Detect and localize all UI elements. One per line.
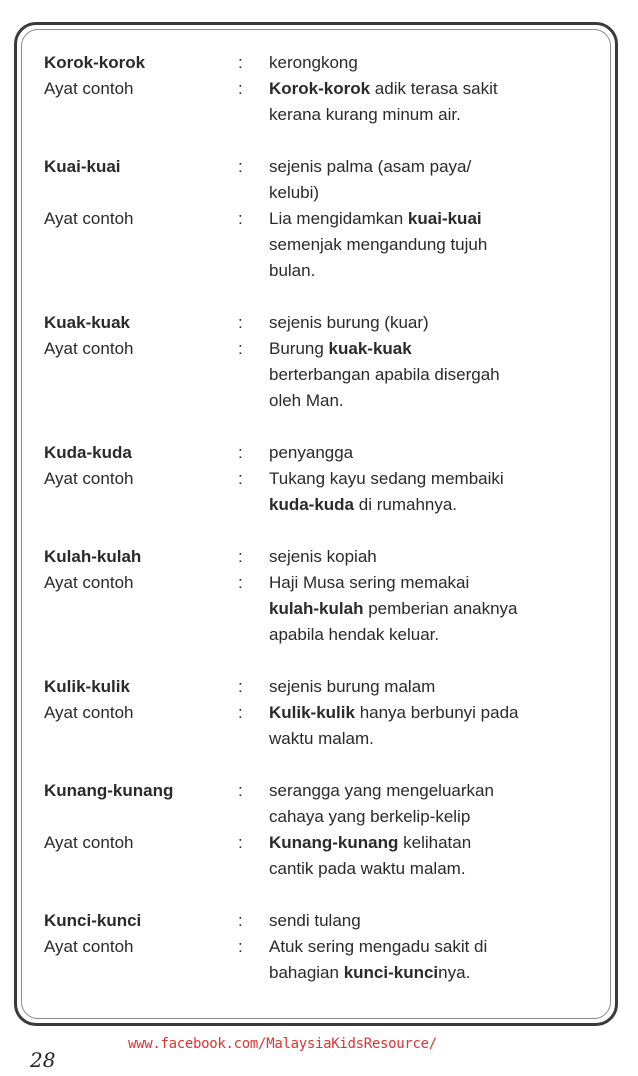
dictionary-entry: [44, 50, 604, 128]
highlighted-word: Kunang-kunang: [269, 833, 399, 852]
example-line: [44, 596, 604, 622]
text-run: cantik pada waktu malam.: [269, 859, 466, 878]
text-run: Burung: [269, 339, 329, 358]
example-line: [44, 856, 604, 882]
colon-spacer: [234, 180, 269, 206]
example-label: Ayat contoh: [44, 573, 134, 592]
text-run: pemberian anaknya: [363, 599, 518, 618]
entry-word: Kulik-kulik: [44, 677, 130, 696]
example-text: [269, 336, 599, 362]
example-line: [44, 258, 604, 284]
example-text: [269, 362, 599, 388]
example-text: [269, 596, 599, 622]
colon-spacer: [234, 102, 269, 128]
text-run: semenjak mengandung tujuh: [269, 235, 488, 254]
meaning-line: [44, 154, 604, 180]
page-number: 28: [30, 1048, 56, 1072]
term-spacer: [44, 856, 234, 882]
term-spacer: [44, 804, 234, 830]
colon-separator: :: [238, 79, 243, 98]
example-line: [44, 960, 604, 986]
colon-separator: :: [238, 833, 243, 852]
text-run: kerana kurang minum air.: [269, 105, 461, 124]
example-line: [44, 206, 604, 232]
colon-separator: :: [238, 781, 243, 800]
example-label: Ayat contoh: [44, 469, 134, 488]
meaning-text: cahaya yang berkelip-kelip: [269, 807, 471, 826]
example-text: [269, 830, 599, 856]
example-line: [44, 492, 604, 518]
example-text: [269, 856, 599, 882]
meaning-line: [44, 310, 604, 336]
meaning-line: [44, 544, 604, 570]
example-line: [44, 336, 604, 362]
meaning-line: [44, 50, 604, 76]
example-text: [269, 726, 599, 752]
colon-separator: :: [238, 339, 243, 358]
highlighted-word: kulah-kulah: [269, 599, 364, 618]
highlighted-word: kuda-kuda: [269, 495, 355, 514]
text-run: apabila hendak keluar.: [269, 625, 440, 644]
colon-separator: :: [238, 53, 243, 72]
colon-spacer: [234, 596, 269, 622]
colon-spacer: [234, 856, 269, 882]
text-run: hanya berbunyi pada: [354, 703, 519, 722]
entry-word: Kulah-kulah: [44, 547, 142, 566]
example-line: [44, 76, 604, 102]
example-text: [269, 934, 599, 960]
term-spacer: [44, 180, 234, 206]
colon-spacer: [234, 960, 269, 986]
term-spacer: [44, 258, 234, 284]
entry-word: Kuda-kuda: [44, 443, 132, 462]
highlighted-word: Korok-korok: [269, 79, 371, 98]
example-text: [269, 258, 599, 284]
colon-separator: :: [238, 937, 243, 956]
meaning-text: serangga yang mengeluarkan: [269, 781, 494, 800]
meaning-text: penyangga: [269, 443, 354, 462]
example-line: [44, 570, 604, 596]
example-line: [44, 830, 604, 856]
text-run: berterbangan apabila disergah: [269, 365, 500, 384]
meaning-text: kelubi): [269, 183, 320, 202]
example-text: [269, 206, 599, 232]
text-run: Tukang kayu sedang membaiki: [269, 469, 504, 488]
meaning-text: sejenis kopiah: [269, 547, 377, 566]
meaning-text: sejenis burung malam: [269, 677, 436, 696]
term-spacer: [44, 726, 234, 752]
dictionary-entry: [44, 778, 604, 882]
example-line: [44, 362, 604, 388]
text-run: bahagian: [269, 963, 344, 982]
meaning-line: [44, 674, 604, 700]
text-run: adik terasa sakit: [370, 79, 498, 98]
example-text: [269, 466, 599, 492]
colon-separator: :: [238, 573, 243, 592]
example-text: [269, 388, 599, 414]
colon-separator: :: [238, 677, 243, 696]
example-text: [269, 960, 599, 986]
example-label: Ayat contoh: [44, 209, 134, 228]
example-line: [44, 388, 604, 414]
dictionary-entry: [44, 544, 604, 648]
text-run: di rumahnya.: [354, 495, 458, 514]
example-text: [269, 102, 599, 128]
meaning-text: sendi tulang: [269, 911, 361, 930]
term-spacer: [44, 622, 234, 648]
example-line: [44, 700, 604, 726]
example-line: [44, 726, 604, 752]
term-spacer: [44, 596, 234, 622]
colon-spacer: [234, 804, 269, 830]
term-spacer: [44, 960, 234, 986]
example-text: [269, 76, 599, 102]
example-text: [269, 622, 599, 648]
text-run: Haji Musa sering memakai: [269, 573, 470, 592]
term-spacer: [44, 102, 234, 128]
colon-separator: :: [238, 547, 243, 566]
meaning-text: sejenis burung (kuar): [269, 313, 429, 332]
dictionary-entry: [44, 440, 604, 518]
entry-word: Kuai-kuai: [44, 157, 121, 176]
example-text: [269, 492, 599, 518]
example-line: [44, 102, 604, 128]
text-run: kelihatan: [398, 833, 472, 852]
colon-separator: :: [238, 313, 243, 332]
example-line: [44, 232, 604, 258]
meaning-line: [44, 804, 604, 830]
colon-spacer: [234, 492, 269, 518]
dictionary-entry: [44, 908, 604, 986]
footer-url[interactable]: www.facebook.com/MalaysiaKidsResource/: [128, 1036, 437, 1052]
highlighted-word: Kulik-kulik: [269, 703, 355, 722]
colon-separator: :: [238, 443, 243, 462]
example-text: [269, 232, 599, 258]
example-text: [269, 700, 599, 726]
dictionary-entry: [44, 154, 604, 284]
term-spacer: [44, 232, 234, 258]
highlighted-word: kuai-kuai: [407, 209, 482, 228]
colon-separator: :: [238, 703, 243, 722]
text-run: nya.: [438, 963, 471, 982]
term-spacer: [44, 362, 234, 388]
text-run: Lia mengidamkan: [269, 209, 408, 228]
example-label: Ayat contoh: [44, 937, 134, 956]
text-run: waktu malam.: [269, 729, 374, 748]
term-spacer: [44, 388, 234, 414]
entry-word: Korok-korok: [44, 53, 146, 72]
example-line: [44, 934, 604, 960]
example-text: [269, 570, 599, 596]
text-run: bulan.: [269, 261, 316, 280]
colon-separator: :: [238, 469, 243, 488]
highlighted-word: kuak-kuak: [328, 339, 412, 358]
colon-spacer: [234, 726, 269, 752]
colon-separator: :: [238, 209, 243, 228]
text-run: oleh Man.: [269, 391, 344, 410]
example-label: Ayat contoh: [44, 703, 134, 722]
meaning-line: [44, 440, 604, 466]
dictionary-entry: [44, 674, 604, 752]
meaning-line: [44, 908, 604, 934]
meaning-text: sejenis palma (asam paya/: [269, 157, 472, 176]
colon-spacer: [234, 622, 269, 648]
entry-word: Kuak-kuak: [44, 313, 130, 332]
dictionary-entry: [44, 310, 604, 414]
entry-word: Kunci-kunci: [44, 911, 142, 930]
colon-spacer: [234, 362, 269, 388]
colon-spacer: [234, 232, 269, 258]
entry-word: Kunang-kunang: [44, 781, 174, 800]
highlighted-word: kunci-kunci: [343, 963, 439, 982]
example-label: Ayat contoh: [44, 833, 134, 852]
meaning-line: [44, 180, 604, 206]
example-line: [44, 622, 604, 648]
example-label: Ayat contoh: [44, 339, 134, 358]
colon-separator: :: [238, 157, 243, 176]
meaning-line: [44, 778, 604, 804]
term-spacer: [44, 492, 234, 518]
colon-separator: :: [238, 911, 243, 930]
entry-list: [44, 50, 604, 986]
colon-spacer: [234, 258, 269, 284]
example-label: Ayat contoh: [44, 79, 134, 98]
colon-spacer: [234, 388, 269, 414]
meaning-text: kerongkong: [269, 53, 358, 72]
example-line: [44, 466, 604, 492]
text-run: Atuk sering mengadu sakit di: [269, 937, 488, 956]
